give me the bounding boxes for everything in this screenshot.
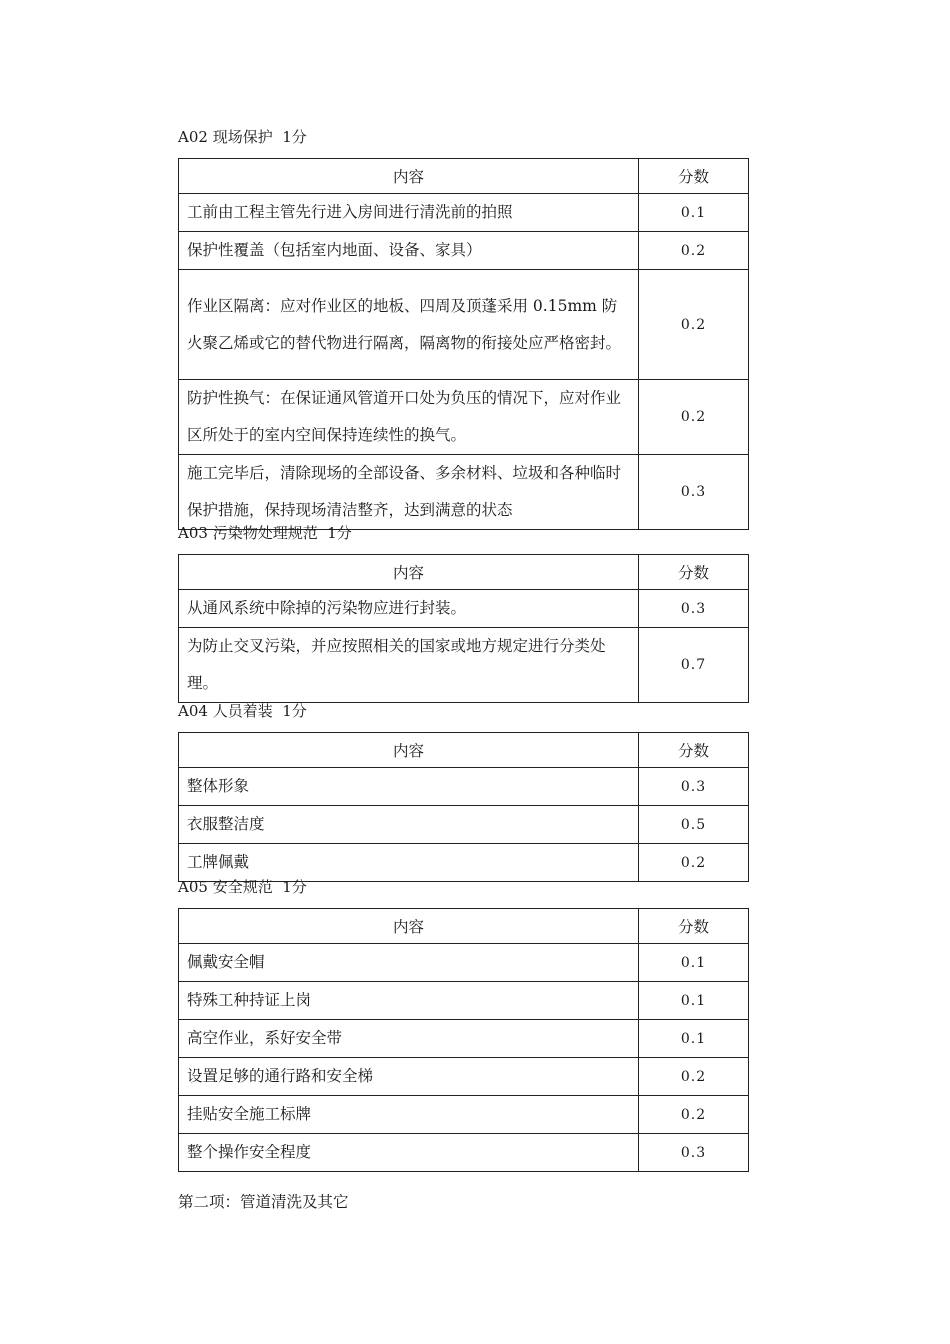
- table-row: [179, 944, 749, 982]
- table-header-row: [179, 909, 749, 944]
- table-header-row: [179, 733, 749, 768]
- score-table-a05: [178, 908, 749, 1172]
- row-content: 作业区隔离：应对作业区的地板、四周及顶蓬采用 0.15mm 防火聚乙烯或它的替代物进行隔离，隔离物的衔接处应严格密封。: [179, 270, 639, 380]
- row-content: 施工完毕后，清除现场的全部设备、多余材料、垃圾和各种临时保护措施，保持现场清洁整齐，达到满意的状态: [179, 455, 639, 530]
- score-table-a02: [178, 158, 749, 530]
- row-content: 特殊工种持证上岗: [179, 982, 639, 1020]
- next-section-heading: 第二项：管道清洗及其它: [178, 1193, 349, 1211]
- row-score: 0.3: [639, 590, 749, 628]
- row-content: 从通风系统中除掉的污染物应进行封装。: [179, 590, 639, 628]
- table-row: [179, 270, 749, 380]
- table-row: [179, 1096, 749, 1134]
- table-row: [179, 1134, 749, 1172]
- header-score: 分数: [639, 159, 749, 194]
- row-content: 工牌佩戴: [179, 844, 639, 882]
- row-score: 0.7: [639, 628, 749, 703]
- row-score: 0.3: [639, 455, 749, 530]
- row-content: 挂贴安全施工标牌: [179, 1096, 639, 1134]
- row-content: 衣服整洁度: [179, 806, 639, 844]
- table-row: [179, 194, 749, 232]
- table-header-row: [179, 159, 749, 194]
- header-content: 内容: [179, 555, 639, 590]
- row-content: 为防止交叉污染，并应按照相关的国家或地方规定进行分类处理。: [179, 628, 639, 703]
- table-row: [179, 232, 749, 270]
- row-score: 0.5: [639, 806, 749, 844]
- header-content: 内容: [179, 909, 639, 944]
- row-content: 高空作业，系好安全带: [179, 1020, 639, 1058]
- row-score: 0.1: [639, 1020, 749, 1058]
- row-score: 0.1: [639, 982, 749, 1020]
- row-score: 0.1: [639, 944, 749, 982]
- row-content: 整体形象: [179, 768, 639, 806]
- row-score: 0.2: [639, 380, 749, 455]
- row-content: 防护性换气：在保证通风管道开口处为负压的情况下，应对作业区所处于的室内空间保持连续性的换气。: [179, 380, 639, 455]
- table-row: [179, 844, 749, 882]
- row-score: 0.2: [639, 232, 749, 270]
- row-content: 设置足够的通行路和安全梯: [179, 1058, 639, 1096]
- header-score: 分数: [639, 909, 749, 944]
- table-row: [179, 628, 749, 703]
- section-title-a04: A04 人员着装 1分: [178, 702, 307, 720]
- table-row: [179, 380, 749, 455]
- table-row: [179, 768, 749, 806]
- row-score: 0.1: [639, 194, 749, 232]
- table-row: [179, 1020, 749, 1058]
- header-content: 内容: [179, 159, 639, 194]
- section-title-a05: A05 安全规范 1分: [178, 878, 307, 896]
- row-score: 0.3: [639, 768, 749, 806]
- row-score: 0.2: [639, 1058, 749, 1096]
- section-title-a03: A03 污染物处理规范 1分: [178, 524, 352, 542]
- table-row: [179, 455, 749, 530]
- row-score: 0.3: [639, 1134, 749, 1172]
- score-table-a04: [178, 732, 749, 882]
- row-score: 0.2: [639, 844, 749, 882]
- row-content: 整个操作安全程度: [179, 1134, 639, 1172]
- score-table-a03: [178, 554, 749, 703]
- table-row: [179, 806, 749, 844]
- row-score: 0.2: [639, 1096, 749, 1134]
- header-content: 内容: [179, 733, 639, 768]
- table-header-row: [179, 555, 749, 590]
- table-row: [179, 590, 749, 628]
- header-score: 分数: [639, 555, 749, 590]
- row-content: 佩戴安全帽: [179, 944, 639, 982]
- table-row: [179, 982, 749, 1020]
- header-score: 分数: [639, 733, 749, 768]
- section-title-a02: A02 现场保护 1分: [178, 128, 307, 146]
- row-content: 工前由工程主管先行进入房间进行清洗前的拍照: [179, 194, 639, 232]
- row-content: 保护性覆盖（包括室内地面、设备、家具）: [179, 232, 639, 270]
- table-row: [179, 1058, 749, 1096]
- row-score: 0.2: [639, 270, 749, 380]
